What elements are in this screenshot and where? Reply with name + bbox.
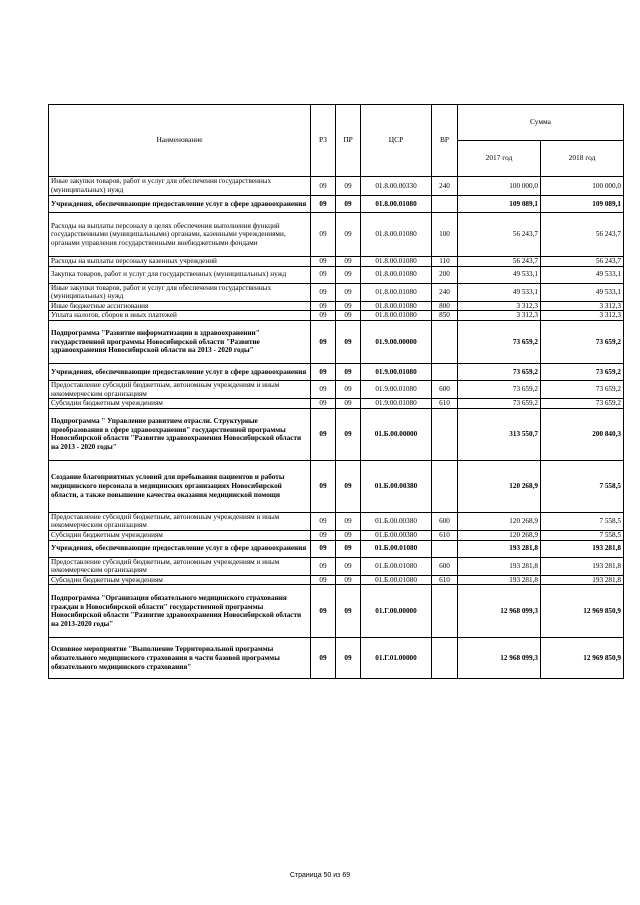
col-2017-header: 2017 год	[458, 141, 541, 177]
cell-name: Основное мероприятие "Выполнение Территориальной программы обязательного медицинского страхования в части базовой программы обязательного медицинского страхования"	[49, 638, 311, 679]
cell-name: Иные закупки товаров, работ и услуг для обеспечения государственных (муниципальных) нужд	[49, 177, 311, 196]
table-row	[49, 408, 624, 460]
cell-pr: 09	[336, 399, 361, 409]
cell-v2017: 12 968 099,3	[458, 585, 541, 638]
cell-pr: 09	[336, 301, 361, 311]
cell-rz: 09	[311, 540, 336, 557]
cell-v2017: 109 089,1	[458, 196, 541, 213]
cell-csr: 01.Г.01.00000	[361, 638, 432, 679]
table-row	[49, 213, 624, 257]
cell-v2017: 120 268,9	[458, 530, 541, 540]
cell-vr: 240	[432, 283, 458, 301]
cell-pr: 09	[336, 177, 361, 196]
cell-v2018: 3 312,3	[541, 311, 624, 321]
cell-csr: 01.Б.00.00380	[361, 530, 432, 540]
table-row	[49, 575, 624, 585]
cell-v2018: 73 659,2	[541, 380, 624, 398]
cell-v2017: 56 243,7	[458, 213, 541, 257]
cell-vr	[432, 540, 458, 557]
table-row	[49, 512, 624, 530]
cell-vr: 600	[432, 512, 458, 530]
table-row	[49, 363, 624, 380]
cell-rz: 09	[311, 460, 336, 512]
cell-name: Расходы на выплаты персоналу казенных учреждений	[49, 257, 311, 267]
cell-vr	[432, 460, 458, 512]
cell-vr	[432, 408, 458, 460]
cell-rz: 09	[311, 530, 336, 540]
cell-pr: 09	[336, 530, 361, 540]
cell-v2018: 193 281,8	[541, 557, 624, 575]
cell-name: Учреждения, обеспечивающие предоставление услуг в сфере здравоохранения	[49, 540, 311, 557]
cell-name: Создание благоприятных условий для пребывания пациентов и работы медицинского персонала в медицинских организациях Новосибирской области, а также повышение качества оказания медицинской помощи	[49, 460, 311, 512]
cell-name: Иные закупки товаров, работ и услуг для обеспечения государственных (муниципальных) нужд	[49, 283, 311, 301]
cell-rz: 09	[311, 311, 336, 321]
cell-rz: 09	[311, 575, 336, 585]
cell-csr: 01.Б.00.00000	[361, 408, 432, 460]
cell-rz: 09	[311, 512, 336, 530]
cell-v2018: 193 281,8	[541, 575, 624, 585]
cell-v2017: 73 659,2	[458, 380, 541, 398]
table-row	[49, 320, 624, 363]
cell-csr: 01.8.00.01080	[361, 257, 432, 267]
cell-csr: 01.9.00.01080	[361, 363, 432, 380]
cell-name: Предоставление субсидий бюджетным, автономным учреждениям и иным некоммерческим организациям	[49, 380, 311, 398]
cell-v2017: 313 550,7	[458, 408, 541, 460]
cell-v2017: 73 659,2	[458, 363, 541, 380]
cell-csr: 01.9.00.01080	[361, 399, 432, 409]
cell-name: Субсидии бюджетным учреждениям	[49, 575, 311, 585]
cell-rz: 09	[311, 320, 336, 363]
cell-rz: 09	[311, 301, 336, 311]
cell-vr: 610	[432, 575, 458, 585]
cell-csr: 01.8.00.01080	[361, 301, 432, 311]
col-sum-header: Сумма	[458, 105, 624, 141]
cell-v2017: 3 312,3	[458, 301, 541, 311]
cell-vr: 110	[432, 257, 458, 267]
cell-pr: 09	[336, 283, 361, 301]
col-vr-header: ВР	[432, 105, 458, 177]
cell-rz: 09	[311, 213, 336, 257]
cell-pr: 09	[336, 460, 361, 512]
cell-pr: 09	[336, 540, 361, 557]
cell-vr	[432, 638, 458, 679]
table-row	[49, 196, 624, 213]
cell-vr: 600	[432, 557, 458, 575]
cell-rz: 09	[311, 399, 336, 409]
cell-name: Закупка товаров, работ и услуг для государственных (муниципальных) нужд	[49, 266, 311, 283]
cell-name: Предоставление субсидий бюджетным, автономным учреждениям и иным некоммерческим организациям	[49, 557, 311, 575]
table-row	[49, 177, 624, 196]
cell-name: Иные бюджетные ассигнования	[49, 301, 311, 311]
cell-vr	[432, 196, 458, 213]
cell-rz: 09	[311, 283, 336, 301]
cell-rz: 09	[311, 408, 336, 460]
cell-pr: 09	[336, 320, 361, 363]
cell-pr: 09	[336, 380, 361, 398]
cell-csr: 01.8.00.01080	[361, 311, 432, 321]
cell-vr: 240	[432, 177, 458, 196]
col-2018-header: 2018 год	[541, 141, 624, 177]
cell-name: Учреждения, обеспечивающие предоставление услуг в сфере здравоохранения	[49, 363, 311, 380]
cell-csr: 01.Б.00.01080	[361, 540, 432, 557]
cell-rz: 09	[311, 177, 336, 196]
cell-pr: 09	[336, 575, 361, 585]
cell-v2017: 49 533,1	[458, 266, 541, 283]
cell-name: Подпрограмма "Развитие информатизации в здравоохранении" государственной программы Новосибирской области "Развитие здравоохранения Новосибирской области на 2013 - 2020 годы"	[49, 320, 311, 363]
cell-pr: 09	[336, 557, 361, 575]
cell-pr: 09	[336, 512, 361, 530]
cell-vr: 610	[432, 399, 458, 409]
cell-pr: 09	[336, 196, 361, 213]
cell-v2018: 3 312,3	[541, 301, 624, 311]
cell-rz: 09	[311, 257, 336, 267]
cell-csr: 01.Б.00.00380	[361, 512, 432, 530]
cell-v2017: 193 281,8	[458, 540, 541, 557]
cell-pr: 09	[336, 311, 361, 321]
table-row	[49, 540, 624, 557]
table-row	[49, 585, 624, 638]
cell-csr: 01.8.00.01080	[361, 283, 432, 301]
cell-rz: 09	[311, 380, 336, 398]
cell-name: Подпрограмма "Организация обязательного медицинского страхования граждан в Новосибирской области" государственной программы Новосибирской области "Развитие здравоохранения Новосибирской области на 2013-2020 годы"	[49, 585, 311, 638]
cell-v2018: 7 558,5	[541, 512, 624, 530]
cell-vr	[432, 585, 458, 638]
cell-v2018: 73 659,2	[541, 399, 624, 409]
cell-v2017: 3 312,3	[458, 311, 541, 321]
cell-vr: 610	[432, 530, 458, 540]
table-row	[49, 266, 624, 283]
cell-v2018: 12 969 850,9	[541, 585, 624, 638]
cell-csr: 01.8.00.01080	[361, 266, 432, 283]
table-row	[49, 557, 624, 575]
cell-v2018: 56 243,7	[541, 257, 624, 267]
cell-v2018: 109 089,1	[541, 196, 624, 213]
table-row	[49, 399, 624, 409]
cell-v2017: 193 281,8	[458, 557, 541, 575]
table-row	[49, 530, 624, 540]
table-row	[49, 638, 624, 679]
cell-vr: 850	[432, 311, 458, 321]
cell-vr: 100	[432, 213, 458, 257]
cell-vr	[432, 320, 458, 363]
cell-v2018: 12 969 850,9	[541, 638, 624, 679]
table-body	[49, 177, 624, 679]
table-row	[49, 460, 624, 512]
cell-name: Субсидии бюджетным учреждениям	[49, 530, 311, 540]
cell-v2018: 100 000,0	[541, 177, 624, 196]
cell-v2017: 12 968 099,3	[458, 638, 541, 679]
cell-v2018: 49 533,1	[541, 283, 624, 301]
col-rz-header: РЗ	[311, 105, 336, 177]
cell-pr: 09	[336, 585, 361, 638]
cell-csr: 01.Б.00.01080	[361, 575, 432, 585]
table-row	[49, 301, 624, 311]
cell-name: Учреждения, обеспечивающие предоставление услуг в сфере здравоохранения	[49, 196, 311, 213]
cell-csr: 01.Б.00.00380	[361, 460, 432, 512]
cell-rz: 09	[311, 638, 336, 679]
cell-rz: 09	[311, 363, 336, 380]
cell-pr: 09	[336, 213, 361, 257]
cell-csr: 01.8.00.01080	[361, 196, 432, 213]
cell-vr	[432, 363, 458, 380]
cell-rz: 09	[311, 585, 336, 638]
cell-csr: 01.Г.00.00000	[361, 585, 432, 638]
cell-pr: 09	[336, 266, 361, 283]
cell-name: Предоставление субсидий бюджетным, автономным учреждениям и иным некоммерческим организациям	[49, 512, 311, 530]
col-pr-header: ПР	[336, 105, 361, 177]
cell-v2017: 56 243,7	[458, 257, 541, 267]
cell-rz: 09	[311, 557, 336, 575]
cell-csr: 01.9.00.00000	[361, 320, 432, 363]
table-row	[49, 283, 624, 301]
cell-v2018: 7 558,5	[541, 530, 624, 540]
cell-rz: 09	[311, 266, 336, 283]
cell-v2018: 56 243,7	[541, 213, 624, 257]
table-row	[49, 257, 624, 267]
cell-v2018: 73 659,2	[541, 363, 624, 380]
cell-v2017: 120 268,9	[458, 512, 541, 530]
cell-csr: 01.8.00.01080	[361, 213, 432, 257]
cell-v2017: 73 659,2	[458, 320, 541, 363]
col-csr-header: ЦСР	[361, 105, 432, 177]
cell-csr: 01.8.00.00330	[361, 177, 432, 196]
cell-v2017: 100 000,0	[458, 177, 541, 196]
cell-rz: 09	[311, 196, 336, 213]
cell-v2017: 49 533,1	[458, 283, 541, 301]
cell-v2018: 200 840,3	[541, 408, 624, 460]
cell-v2018: 73 659,2	[541, 320, 624, 363]
cell-name: Подпрограмма " Управление развитием отрасли. Структурные преобразования в сфере здравоохранения" государственной программы Новосибирской области "Развитие здравоохранения Новосибирской области на 2013 - 2020 годы"	[49, 408, 311, 460]
cell-name: Расходы на выплаты персоналу в целях обеспечения выполнения функций государственными (муниципальными) органами, казенными учреждениями, органами управления государственными внебюджетными фондами	[49, 213, 311, 257]
cell-name: Субсидии бюджетным учреждениям	[49, 399, 311, 409]
cell-v2018: 49 533,1	[541, 266, 624, 283]
cell-vr: 600	[432, 380, 458, 398]
cell-v2017: 193 281,8	[458, 575, 541, 585]
col-name-header: Наименование	[49, 105, 311, 177]
cell-vr: 200	[432, 266, 458, 283]
cell-v2017: 73 659,2	[458, 399, 541, 409]
cell-pr: 09	[336, 363, 361, 380]
table-row	[49, 380, 624, 398]
cell-pr: 09	[336, 257, 361, 267]
table-row	[49, 311, 624, 321]
cell-pr: 09	[336, 408, 361, 460]
cell-name: Уплата налогов, сборов и иных платежей	[49, 311, 311, 321]
cell-v2017: 120 268,9	[458, 460, 541, 512]
cell-v2018: 7 558,5	[541, 460, 624, 512]
cell-pr: 09	[336, 638, 361, 679]
budget-table	[48, 104, 624, 679]
cell-csr: 01.9.00.01080	[361, 380, 432, 398]
cell-vr: 800	[432, 301, 458, 311]
cell-v2018: 193 281,8	[541, 540, 624, 557]
cell-csr: 01.Б.00.01080	[361, 557, 432, 575]
page-number: Страница 50 из 69	[289, 872, 351, 879]
